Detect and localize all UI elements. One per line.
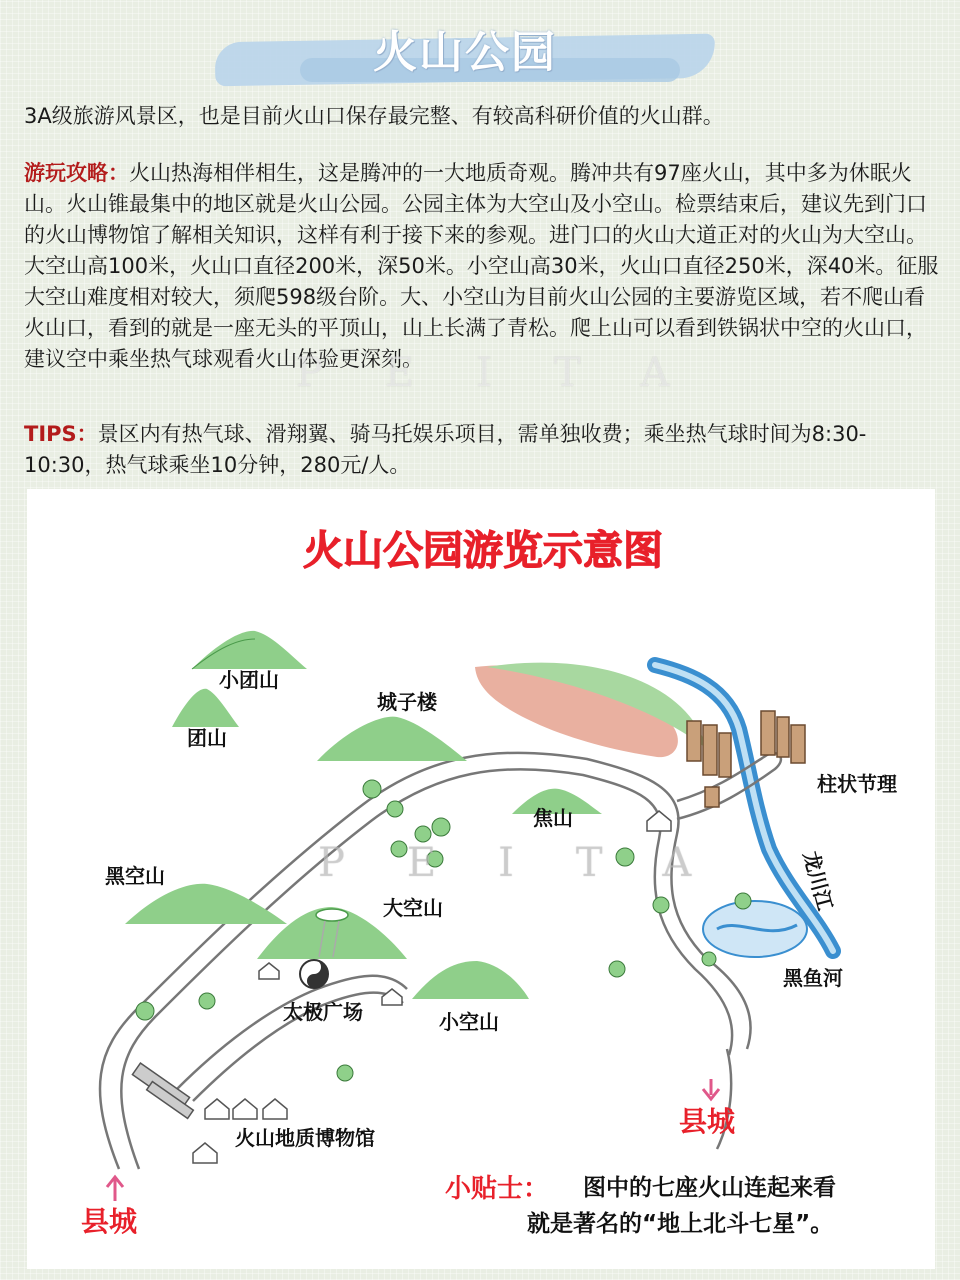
intro-paragraph: 3A级旅游风景区，也是目前火山口保存最完整、有较高科研价值的火山群。 xyxy=(24,104,724,128)
map-note-line1: 图中的七座火山连起来看 xyxy=(583,1175,836,1201)
arrow-left-county xyxy=(107,1177,123,1201)
label-taijiguangchang: 太极广场 xyxy=(283,1000,363,1024)
guide-label: 游玩攻略： xyxy=(24,161,129,185)
label-chengzilou: 城子楼 xyxy=(377,690,437,714)
museum-gate xyxy=(132,1063,193,1118)
mountain-tuanshan xyxy=(172,689,239,727)
watermark: PEITA xyxy=(296,350,732,396)
map-note-line2: 就是著名的“地上北斗七星”。 xyxy=(527,1211,834,1237)
label-dakongshan: 大空山 xyxy=(383,896,443,920)
label-xiaotuanshan: 小团山 xyxy=(219,668,279,692)
label-tuanshan: 团山 xyxy=(187,726,227,750)
label-xiaokongshan: 小空山 xyxy=(439,1010,499,1034)
mountain-xiaokongshan xyxy=(412,961,529,999)
map-title: 火山公园游览示意图 xyxy=(303,528,663,574)
label-heikongshan: 黑空山 xyxy=(105,864,165,888)
mountain-xiaotuanshan xyxy=(192,631,307,669)
title-banner xyxy=(0,0,960,100)
label-jiaoshan: 焦山 xyxy=(533,806,573,830)
label-museum: 火山地质博物馆 xyxy=(235,1126,375,1150)
guide-paragraph xyxy=(24,158,940,375)
watermark-2: PEITA xyxy=(318,840,754,886)
label-longchuanjiang: 龙川江 xyxy=(798,848,838,913)
arrow-right-county xyxy=(703,1079,719,1099)
tips-paragraph xyxy=(24,419,940,481)
map-note-label: 小贴士： xyxy=(445,1174,550,1204)
label-xiancheng-right: 县城 xyxy=(678,1105,736,1138)
page-title: 火山公园 xyxy=(373,27,557,78)
taiji-symbol xyxy=(300,960,328,988)
mountain-chengzilou xyxy=(317,717,467,761)
tips-label: TIPS： xyxy=(24,422,98,446)
label-heiyuhe: 黑鱼河 xyxy=(783,966,843,990)
guide-text: 火山热海相伴相生，这是腾冲的一大地质奇观。腾冲共有97座火山，其中多为休眠火山。火山锥最集中的地区就是火山公园。公园主体为大空山及小空山。检票结束后，建议先到门口的火山博物馆了解相关知识，这样有利于接下来的参观。进门口的火山大道正对的火山为大空山。大空山高100米，火山口直径200米，深50米。小空山高30米，火山口直径250米，深40米。征服大空山难度相对较大，须爬598级台阶。大、小空山为目前火山公园的主要游览区域，若不爬山看火山口，看到的就是一座无头的平顶山，山上长满了青松。爬上山可以看到铁锅状中空的火山口，建议空中乘坐热气球观看火山体验更深刻。 xyxy=(24,161,939,371)
label-xiancheng-left: 县城 xyxy=(80,1205,138,1238)
label-zhuzhuangjieli: 柱状节理 xyxy=(817,772,897,796)
tips-text: 景区内有热气球、滑翔翼、骑马托娱乐项目，需单独收费；乘坐热气球时间为8:30-10:30，热气球乘坐10分钟，280元/人。 xyxy=(24,422,867,477)
